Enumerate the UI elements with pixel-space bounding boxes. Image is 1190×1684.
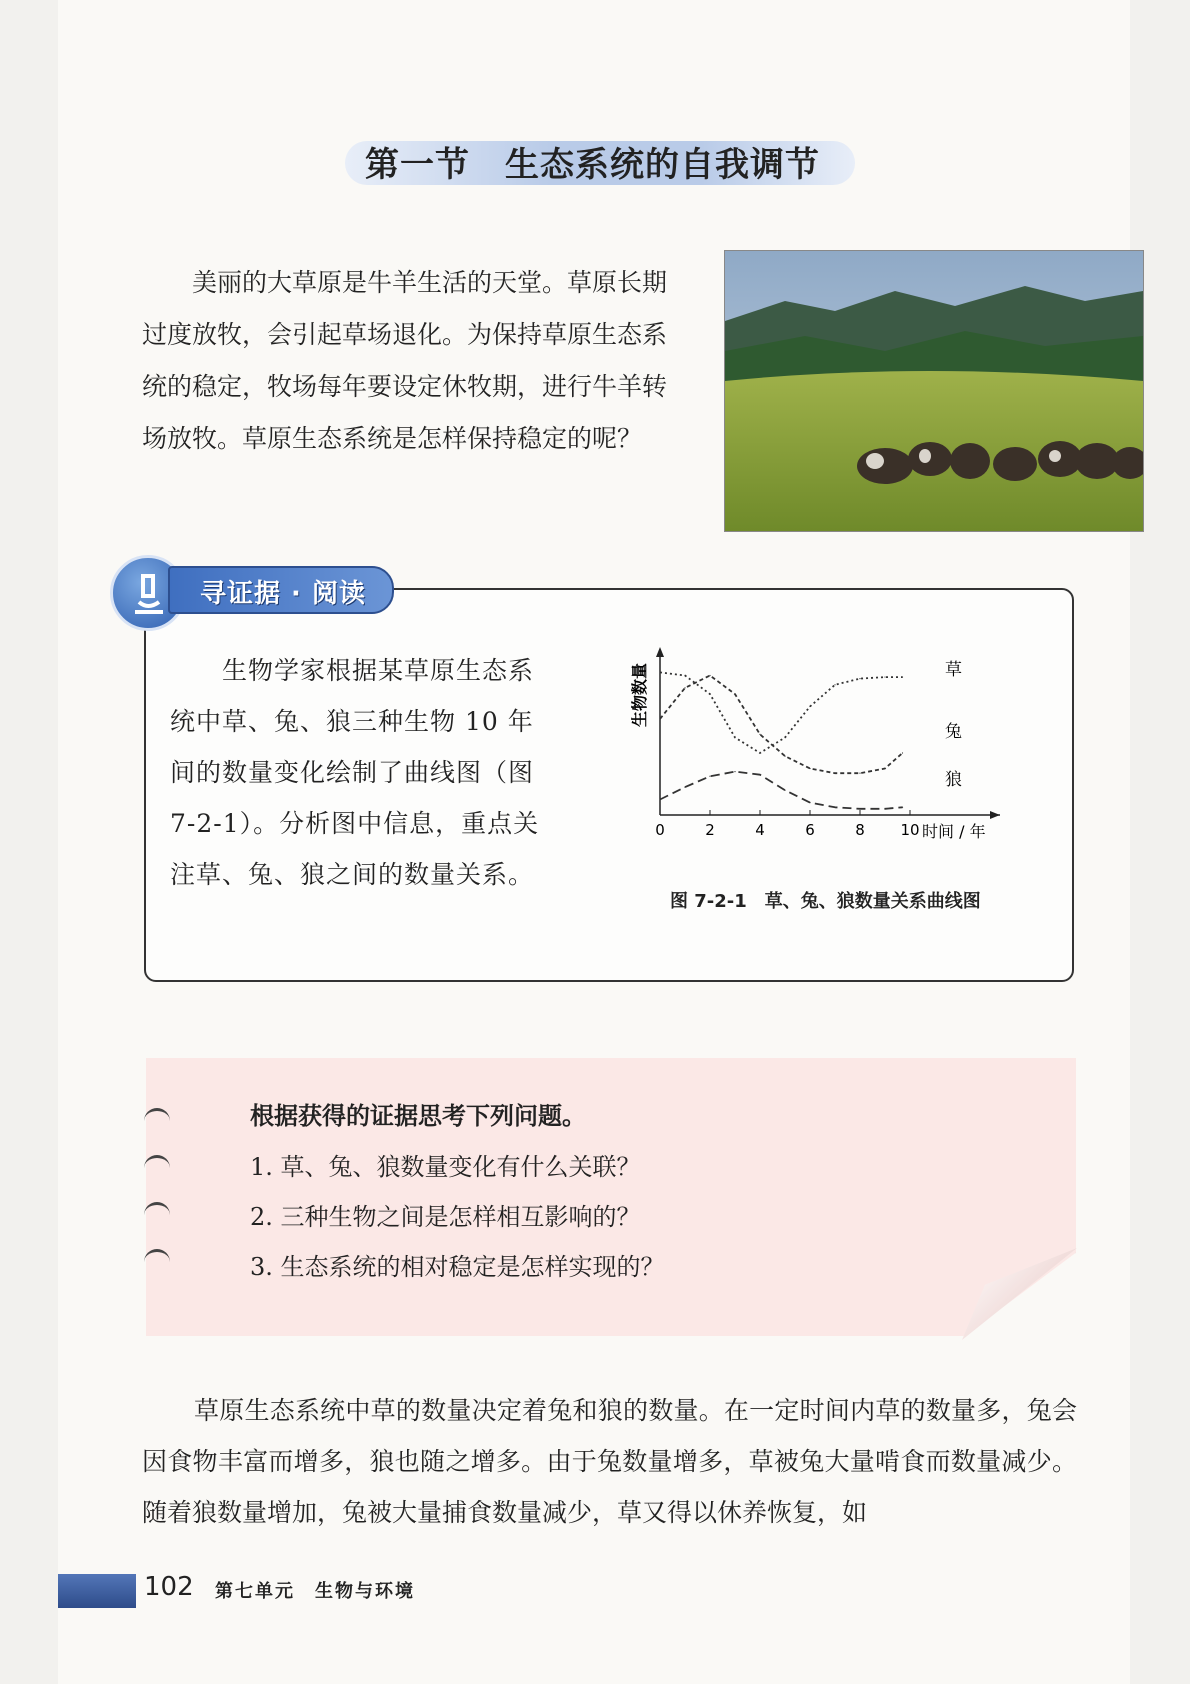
x-tick-label: 6 — [805, 821, 815, 839]
data-point-2 — [659, 799, 660, 800]
x-tick-label: 2 — [705, 821, 715, 839]
data-point-0 — [902, 676, 903, 677]
body-paragraph: 草原生态系统中草的数量决定着兔和狼的数量。在一定时间内草的数量多，兔会因食物丰富而增多，狼也随之增多。由于兔数量增多，草被兔大量啃食而数量减少。随着狼数量增加，兔被大量捕食数量减少，草又得以休养恢复，如 — [142, 1396, 1077, 1527]
section-title: 第一节 生态系统的自我调节 — [365, 145, 820, 185]
data-point-0 — [684, 675, 685, 676]
series-line-1 — [660, 676, 903, 774]
unit-title: 第七单元 生物与环境 — [215, 1581, 415, 1602]
evidence-text: 生物学家根据某草原生态系统中草、兔、狼三种生物 10 年间的数量变化绘制了曲线图（图 7-2-1）。分析图中信息，重点关注草、兔、狼之间的数量关系。 — [170, 656, 540, 889]
evidence-tab — [168, 566, 394, 614]
data-point-2 — [834, 807, 835, 808]
evidence-tab-label: 寻证据 · 阅读 — [200, 579, 366, 609]
data-point-1 — [734, 694, 735, 695]
x-tick-label: 8 — [855, 821, 865, 839]
data-point-2 — [884, 808, 885, 809]
question-item: 2. 三种生物之间是怎样相互影响的？ — [250, 1203, 641, 1231]
legend-label-1: 兔 — [945, 722, 962, 742]
series-line-0 — [660, 672, 903, 753]
figure-caption: 图 7-2-1 草、兔、狼数量关系曲线图 — [670, 891, 981, 912]
data-point-1 — [902, 752, 903, 753]
data-point-2 — [684, 787, 685, 788]
data-point-0 — [884, 676, 885, 677]
population-chart — [620, 645, 1060, 870]
data-point-0 — [734, 737, 735, 738]
data-point-1 — [809, 768, 810, 769]
data-point-1 — [684, 687, 685, 688]
y-axis-label: 生物数量 — [630, 662, 649, 728]
grassland-cattle-photo — [724, 250, 1144, 532]
data-point-0 — [709, 694, 710, 695]
data-point-1 — [784, 756, 785, 757]
data-point-2 — [734, 771, 735, 772]
data-point-0 — [859, 678, 860, 679]
data-point-2 — [902, 807, 903, 808]
legend-label-0: 草 — [945, 660, 962, 680]
x-tick-label: 10 — [900, 821, 920, 839]
data-point-2 — [759, 774, 760, 775]
data-point-1 — [884, 768, 885, 769]
data-point-1 — [834, 773, 835, 774]
data-point-2 — [859, 808, 860, 809]
page-number: 102 — [144, 1572, 194, 1602]
questions-title: 根据获得的证据思考下列问题。 — [250, 1102, 586, 1130]
legend-label-2: 狼 — [945, 770, 962, 790]
data-point-0 — [659, 672, 660, 673]
data-point-1 — [709, 675, 710, 676]
data-point-0 — [809, 706, 810, 707]
data-point-1 — [659, 718, 660, 719]
data-point-2 — [784, 790, 785, 791]
footer-bar — [58, 1574, 136, 1608]
question-item: 3. 生态系统的相对稳定是怎样实现的？ — [250, 1253, 665, 1281]
data-point-0 — [834, 684, 835, 685]
x-tick-label: 0 — [655, 821, 665, 839]
y-axis-arrow — [656, 647, 664, 657]
data-point-1 — [859, 773, 860, 774]
data-point-0 — [784, 737, 785, 738]
x-axis-arrow — [990, 811, 1000, 819]
series-line-2 — [660, 772, 903, 809]
section-title-banner — [345, 135, 855, 187]
question-item: 1. 草、兔、狼数量变化有什么关联？ — [250, 1153, 641, 1181]
data-point-2 — [809, 802, 810, 803]
x-tick-label: 4 — [755, 821, 765, 839]
intro-paragraph: 美丽的大草原是牛羊生活的天堂。草原长期过度放牧，会引起草场退化。为保持草原生态系统的稳定，牧场每年要设定休牧期，进行牛羊转场放牧。草原生态系统是怎样保持稳定的呢？ — [142, 268, 668, 453]
data-point-0 — [759, 752, 760, 753]
x-axis-label: 时间 / 年 — [922, 822, 986, 841]
data-point-2 — [709, 776, 710, 777]
data-point-1 — [759, 734, 760, 735]
